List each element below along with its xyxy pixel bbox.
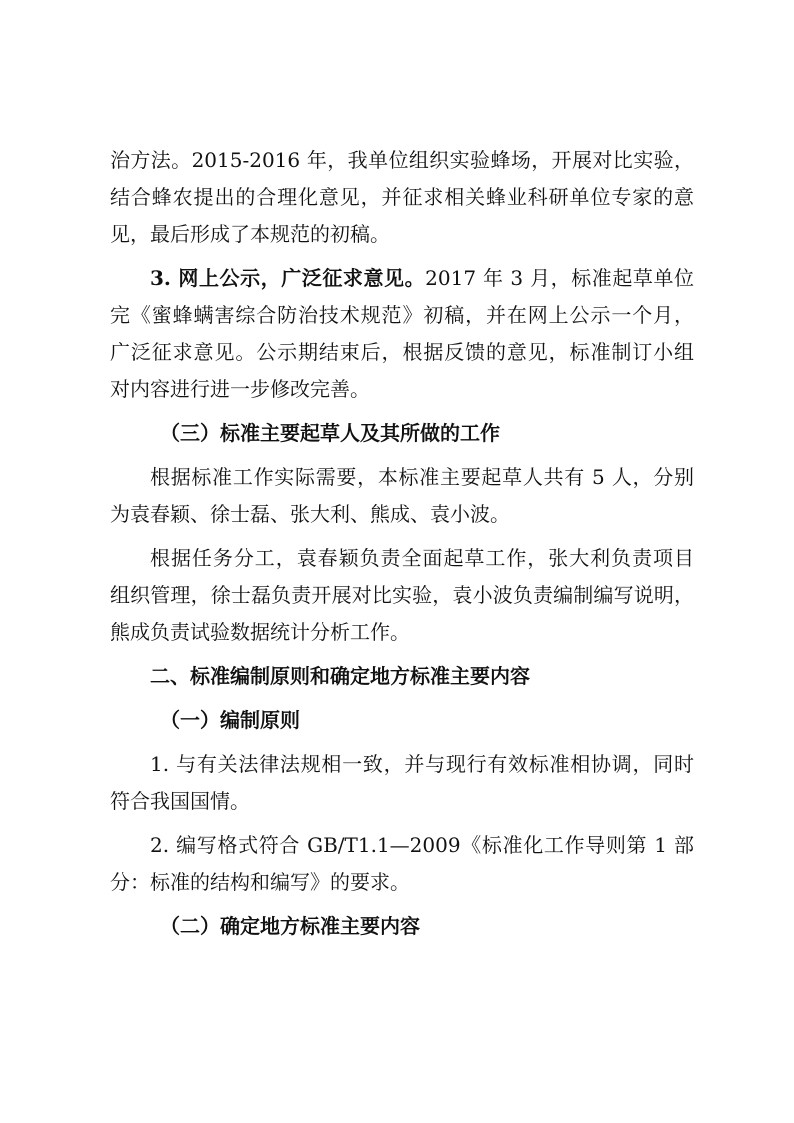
text-line: 见，最后形成了本规范的初稿。	[110, 222, 390, 246]
text-line: 1. 与有关法律法规相一致，并与现行有效标准相协调，同时	[150, 752, 694, 776]
text-line: 对内容进行进一步修改完善。	[110, 377, 370, 401]
section-heading-principles: 二、标准编制原则和确定地方标准主要内容	[150, 664, 530, 688]
paragraph-drafters	[110, 459, 694, 533]
text-line: 组织管理，徐士磊负责开展对比实验，袁小波负责编制编写说明，	[110, 583, 694, 607]
paragraph-public-comment	[110, 260, 694, 408]
text-line: 为袁春颖、徐士磊、张大利、熊成、袁小波。	[110, 502, 510, 526]
text-line: 完《蜜蜂螨害综合防治技术规范》初稿，并在网上公示一个月，	[110, 303, 694, 327]
text-line: 根据标准工作实际需要，本标准主要起草人共有 5 人，分别	[150, 465, 694, 489]
text-line: 熊成负责试验数据统计分析工作。	[110, 620, 410, 644]
text-line: 2. 编写格式符合 GB/T1.1—2009《标准化工作导则第 1 部	[150, 833, 694, 857]
paragraph-lead-bold: 3. 网上公示，广泛征求意见。	[150, 266, 426, 290]
text-line: 广泛征求意见。公示期结束后，根据反馈的意见，标准制订小组	[110, 340, 694, 364]
text-line: 根据任务分工，袁春颖负责全面起草工作，张大利负责项目	[150, 546, 694, 570]
section-heading-drafters: （三）标准主要起草人及其所做的工作	[160, 421, 500, 445]
text-line: 治方法。2015-2016 年，我单位组织实验蜂场，开展对比实验，	[110, 148, 694, 172]
paragraph-trial-summary	[110, 142, 694, 253]
text-line: 符合我国国情。	[110, 789, 250, 813]
subsection-heading-content: （二）确定地方标准主要内容	[160, 914, 420, 938]
document-body	[110, 142, 694, 945]
paragraph-principle-2	[110, 827, 694, 901]
text-line	[110, 260, 694, 297]
text-span: 2017 年 3 月，标准起草单位	[425, 266, 694, 290]
subsection-heading-principles: （一）编制原则	[160, 708, 300, 732]
text-line: 结合蜂农提出的合理化意见，并征求相关蜂业科研单位专家的意	[110, 185, 694, 209]
text-line: 分：标准的结构和编写》的要求。	[110, 870, 410, 894]
paragraph-principle-1	[110, 746, 694, 820]
paragraph-task-division	[110, 540, 694, 651]
